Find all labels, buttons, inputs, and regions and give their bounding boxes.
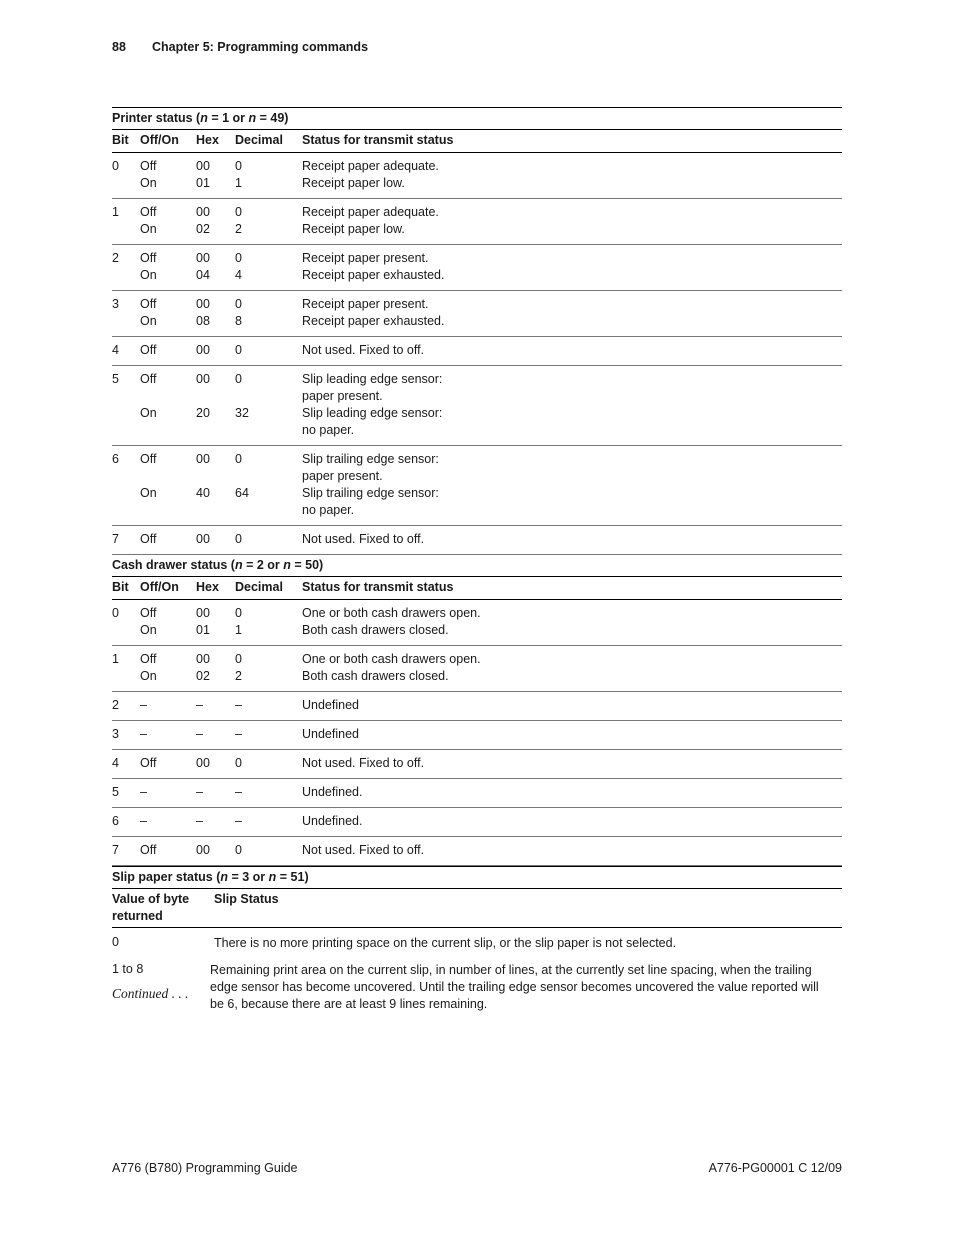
decimal-cell: 1 bbox=[235, 623, 242, 637]
footer-doc-number: A776-PG00001 C 12/09 bbox=[708, 1161, 842, 1175]
col-slip-status: Slip Status bbox=[214, 892, 279, 906]
status-cell: Receipt paper exhausted. bbox=[302, 268, 445, 282]
decimal-cell: 0 bbox=[235, 532, 242, 546]
status-cell: Slip leading edge sensor: bbox=[302, 372, 443, 386]
hex-cell: – bbox=[196, 814, 203, 828]
off-on-cell: Off bbox=[140, 452, 157, 466]
status-cell: Undefined. bbox=[302, 814, 363, 828]
off-on-cell: – bbox=[140, 698, 147, 712]
decimal-cell: 0 bbox=[235, 251, 242, 265]
off-on-cell: On bbox=[140, 314, 157, 328]
decimal-cell: – bbox=[235, 727, 242, 741]
hex-cell: 00 bbox=[196, 297, 210, 311]
bit-cell: 6 bbox=[112, 814, 119, 828]
status-cell: Receipt paper low. bbox=[302, 222, 405, 236]
status-cell: Receipt paper present. bbox=[302, 297, 429, 311]
decimal-cell: 0 bbox=[235, 756, 242, 770]
col-off-on: Off/On bbox=[140, 133, 179, 147]
off-on-cell: Off bbox=[140, 532, 157, 546]
hex-cell: 00 bbox=[196, 251, 210, 265]
decimal-cell: 2 bbox=[235, 222, 242, 236]
hex-cell: 00 bbox=[196, 843, 210, 857]
slip-value: 1 to 8 bbox=[112, 962, 144, 976]
off-on-cell: Off bbox=[140, 343, 157, 357]
status-cell: Receipt paper present. bbox=[302, 251, 429, 265]
off-on-cell: Off bbox=[140, 652, 157, 666]
bit-cell: 4 bbox=[112, 343, 119, 357]
continued-note: Continued . . . bbox=[112, 986, 189, 1001]
status-cell: One or both cash drawers open. bbox=[302, 606, 481, 620]
decimal-cell: 0 bbox=[235, 343, 242, 357]
bit-cell: 3 bbox=[112, 727, 119, 741]
off-on-cell: Off bbox=[140, 372, 157, 386]
table-row bbox=[112, 721, 842, 750]
col-hex: Hex bbox=[196, 580, 219, 594]
table-row bbox=[112, 291, 842, 337]
table-row bbox=[112, 692, 842, 721]
bit-cell: 1 bbox=[112, 652, 119, 666]
table-row bbox=[112, 446, 842, 526]
col-hex: Hex bbox=[196, 133, 219, 147]
hex-cell: 20 bbox=[196, 406, 210, 420]
bit-cell: 6 bbox=[112, 452, 119, 466]
bit-cell: 2 bbox=[112, 698, 119, 712]
hex-cell: – bbox=[196, 727, 203, 741]
decimal-cell: 64 bbox=[235, 486, 249, 500]
status-cell: Undefined bbox=[302, 727, 359, 741]
table-row bbox=[112, 526, 842, 555]
decimal-cell: 0 bbox=[235, 297, 242, 311]
off-on-cell: – bbox=[140, 785, 147, 799]
status-cell: Undefined bbox=[302, 698, 359, 712]
status-cell: Slip leading edge sensor: bbox=[302, 406, 443, 420]
col-bit: Bit bbox=[112, 133, 129, 147]
col-status: Status for transmit status bbox=[302, 133, 454, 147]
off-on-cell: – bbox=[140, 727, 147, 741]
hex-cell: 02 bbox=[196, 222, 210, 236]
hex-cell: – bbox=[196, 785, 203, 799]
off-on-cell: On bbox=[140, 486, 157, 500]
decimal-cell: 0 bbox=[235, 606, 242, 620]
decimal-cell: 0 bbox=[235, 372, 242, 386]
slip-row bbox=[112, 928, 842, 955]
bit-cell: 0 bbox=[112, 606, 119, 620]
decimal-cell: 32 bbox=[235, 406, 249, 420]
off-on-cell: Off bbox=[140, 297, 157, 311]
off-on-cell: On bbox=[140, 268, 157, 282]
slip-paper-status-header bbox=[112, 888, 842, 928]
status-cell: One or both cash drawers open. bbox=[302, 652, 481, 666]
col-decimal: Decimal bbox=[235, 580, 283, 594]
status-cell: Receipt paper adequate. bbox=[302, 205, 439, 219]
hex-cell: 00 bbox=[196, 452, 210, 466]
status-cell: Receipt paper exhausted. bbox=[302, 314, 445, 328]
status-cell: Slip trailing edge sensor: bbox=[302, 452, 439, 466]
hex-cell: 00 bbox=[196, 372, 210, 386]
status-cell: paper present. bbox=[302, 389, 383, 403]
col-bit: Bit bbox=[112, 580, 129, 594]
decimal-cell: 2 bbox=[235, 669, 242, 683]
decimal-cell: – bbox=[235, 698, 242, 712]
printer-status-rows bbox=[112, 153, 842, 555]
bit-cell: 0 bbox=[112, 159, 119, 173]
table-row bbox=[112, 646, 842, 692]
decimal-cell: 0 bbox=[235, 652, 242, 666]
status-cell: Receipt paper adequate. bbox=[302, 159, 439, 173]
hex-cell: 00 bbox=[196, 756, 210, 770]
table-row bbox=[112, 245, 842, 291]
footer-guide-title: A776 (B780) Programming Guide bbox=[112, 1161, 298, 1175]
status-tables bbox=[112, 107, 842, 1015]
off-on-cell: On bbox=[140, 406, 157, 420]
off-on-cell: On bbox=[140, 623, 157, 637]
off-on-cell: On bbox=[140, 669, 157, 683]
slip-row bbox=[112, 955, 842, 1015]
off-on-cell: Off bbox=[140, 205, 157, 219]
hex-cell: 40 bbox=[196, 486, 210, 500]
status-cell: Not used. Fixed to off. bbox=[302, 343, 425, 357]
table-row bbox=[112, 337, 842, 366]
hex-cell: 08 bbox=[196, 314, 210, 328]
hex-cell: 01 bbox=[196, 176, 210, 190]
decimal-cell: 0 bbox=[235, 159, 242, 173]
page-header bbox=[112, 40, 368, 54]
bit-cell: 5 bbox=[112, 372, 119, 386]
decimal-cell: – bbox=[235, 785, 242, 799]
hex-cell: 01 bbox=[196, 623, 210, 637]
off-on-cell: Off bbox=[140, 251, 157, 265]
hex-cell: 00 bbox=[196, 606, 210, 620]
slip-status-text: Remaining print area on the current slip, in number of lines, at the currently set line spacing, when the trailing edge sensor has become uncovered. Until the trailing edge sensor becomes uncovered the value reported will be 6, because there are at least 9 lines remaining. bbox=[210, 963, 819, 1011]
chapter-title: Chapter 5: Programming commands bbox=[152, 40, 369, 54]
status-cell: Both cash drawers closed. bbox=[302, 669, 449, 683]
hex-cell: – bbox=[196, 698, 203, 712]
hex-cell: 04 bbox=[196, 268, 210, 282]
decimal-cell: 0 bbox=[235, 843, 242, 857]
cash-drawer-status-rows bbox=[112, 600, 842, 866]
hex-cell: 00 bbox=[196, 343, 210, 357]
off-on-cell: Off bbox=[140, 606, 157, 620]
table-row bbox=[112, 750, 842, 779]
off-on-cell: Off bbox=[140, 843, 157, 857]
cash-drawer-status-title: Cash drawer status (n = 2 or n = 50) bbox=[112, 558, 324, 572]
off-on-cell: On bbox=[140, 176, 157, 190]
decimal-cell: 8 bbox=[235, 314, 242, 328]
status-cell: Not used. Fixed to off. bbox=[302, 756, 425, 770]
hex-cell: 00 bbox=[196, 532, 210, 546]
bit-cell: 7 bbox=[112, 532, 119, 546]
status-cell: Undefined. bbox=[302, 785, 363, 799]
hex-cell: 00 bbox=[196, 159, 210, 173]
table-row bbox=[112, 366, 842, 446]
col-status: Status for transmit status bbox=[302, 580, 454, 594]
status-cell: no paper. bbox=[302, 503, 355, 517]
status-cell: Both cash drawers closed. bbox=[302, 623, 449, 637]
cash-drawer-status-header bbox=[112, 576, 842, 600]
slip-value: 0 bbox=[112, 935, 119, 949]
status-cell: Not used. Fixed to off. bbox=[302, 532, 425, 546]
decimal-cell: – bbox=[235, 814, 242, 828]
decimal-cell: 1 bbox=[235, 176, 242, 190]
status-cell: Slip trailing edge sensor: bbox=[302, 486, 439, 500]
status-cell: Receipt paper low. bbox=[302, 176, 405, 190]
decimal-cell: 0 bbox=[235, 205, 242, 219]
status-cell: Not used. Fixed to off. bbox=[302, 843, 425, 857]
status-cell: paper present. bbox=[302, 469, 383, 483]
decimal-cell: 4 bbox=[235, 268, 242, 282]
bit-cell: 2 bbox=[112, 251, 119, 265]
col-decimal: Decimal bbox=[235, 133, 283, 147]
hex-cell: 00 bbox=[196, 652, 210, 666]
slip-status-text: There is no more printing space on the current slip, or the slip paper is not selected. bbox=[214, 936, 677, 950]
page-number: 88 bbox=[112, 40, 126, 54]
off-on-cell: – bbox=[140, 814, 147, 828]
bit-cell: 3 bbox=[112, 297, 119, 311]
printer-status-title: Printer status (n = 1 or n = 49) bbox=[112, 107, 842, 129]
table-row bbox=[112, 837, 842, 866]
hex-cell: 02 bbox=[196, 669, 210, 683]
table-row bbox=[112, 199, 842, 245]
bit-cell: 1 bbox=[112, 205, 119, 219]
status-cell: no paper. bbox=[302, 423, 355, 437]
bit-cell: 7 bbox=[112, 843, 119, 857]
off-on-cell: Off bbox=[140, 756, 157, 770]
hex-cell: 00 bbox=[196, 205, 210, 219]
off-on-cell: On bbox=[140, 222, 157, 236]
col-value-of-byte: Value of byte returned bbox=[112, 892, 190, 923]
bit-cell: 5 bbox=[112, 785, 119, 799]
slip-paper-status-title: Slip paper status (n = 3 or n = 51) bbox=[112, 866, 842, 888]
col-off-on: Off/On bbox=[140, 580, 179, 594]
table-row bbox=[112, 808, 842, 837]
printer-status-header bbox=[112, 129, 842, 153]
decimal-cell: 0 bbox=[235, 452, 242, 466]
table-row bbox=[112, 600, 842, 646]
table-row bbox=[112, 153, 842, 199]
table-row bbox=[112, 779, 842, 808]
off-on-cell: Off bbox=[140, 159, 157, 173]
bit-cell: 4 bbox=[112, 756, 119, 770]
